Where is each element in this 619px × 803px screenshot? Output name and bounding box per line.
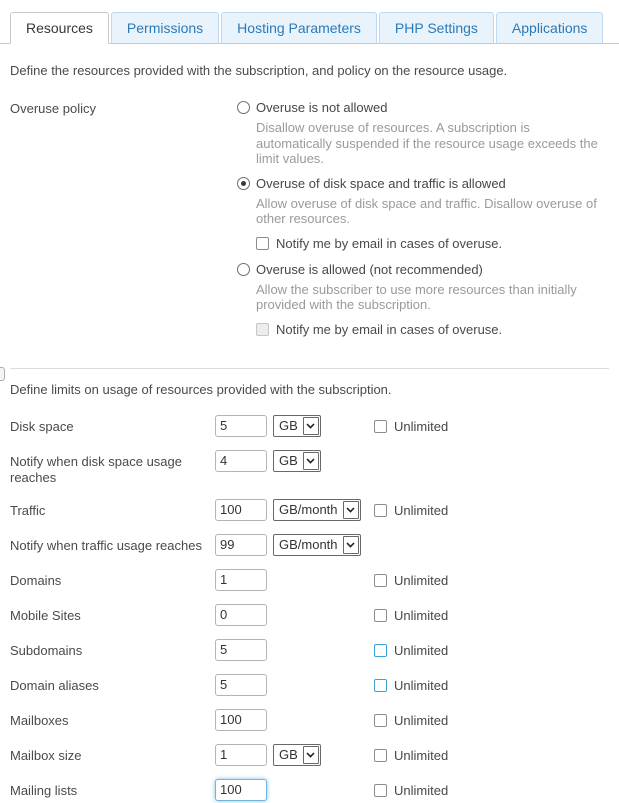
unlimited-label[interactable]: Unlimited (394, 502, 449, 518)
unit-select-value: GB (279, 418, 298, 433)
overuse-option (237, 262, 609, 337)
limit-label: Disk space (10, 418, 74, 434)
limit-label: Mailboxes (10, 712, 69, 728)
unlimited-checkbox[interactable] (374, 749, 387, 762)
notify-checkbox[interactable] (256, 237, 269, 250)
unlimited-checkbox[interactable] (374, 609, 387, 622)
chevron-down-icon (343, 501, 359, 519)
overuse-policy-label: Overuse policy (10, 101, 96, 116)
unlimited-label[interactable]: Unlimited (394, 642, 449, 658)
limit-label: Domains (10, 572, 62, 588)
limit-value-input[interactable] (215, 744, 267, 766)
unit-select-value: GB/month (279, 502, 338, 517)
overuse-option-line[interactable] (237, 176, 609, 191)
tab-label: Hosting Parameters (237, 20, 361, 36)
limit-row (10, 534, 609, 556)
overuse-option-line[interactable] (237, 100, 609, 115)
tab-label: Resources (26, 20, 93, 36)
tab-label: PHP Settings (394, 20, 478, 36)
section-divider (10, 368, 609, 369)
unlimited-option[interactable] (374, 748, 448, 763)
tab-applications[interactable] (496, 12, 604, 43)
unlimited-option[interactable] (374, 503, 448, 518)
limit-value-input[interactable] (215, 604, 267, 626)
overuse-option-line[interactable] (237, 262, 609, 277)
unlimited-label[interactable]: Unlimited (394, 712, 449, 728)
limit-row (10, 639, 609, 661)
limit-row (10, 499, 609, 521)
limit-row (10, 674, 609, 696)
chevron-down-icon (343, 536, 359, 554)
limit-value-input[interactable] (215, 569, 267, 591)
limit-row (10, 604, 609, 626)
chevron-down-icon (303, 746, 319, 764)
unlimited-option[interactable] (374, 713, 448, 728)
limit-label: Mailing lists (10, 782, 78, 798)
overuse-options (237, 100, 609, 348)
unlimited-checkbox[interactable] (374, 420, 387, 433)
notify-checkbox-label[interactable]: Notify me by email in cases of overuse. (276, 235, 503, 251)
radio-button[interactable] (237, 263, 250, 276)
unlimited-checkbox[interactable] (374, 714, 387, 727)
limit-value-input[interactable] (215, 499, 267, 521)
limit-value-input[interactable] (215, 450, 267, 472)
option-help-text: Disallow overuse of resources. A subscription is automatically suspended if the resource usage exceeds the limit values. (256, 120, 598, 166)
notify-row[interactable] (256, 322, 609, 337)
unlimited-option[interactable] (374, 678, 448, 693)
limit-row (10, 709, 609, 731)
tab-permissions[interactable] (111, 12, 219, 43)
tab-php-settings[interactable] (379, 12, 494, 43)
limit-row (10, 569, 609, 591)
resources-tab-content (0, 44, 619, 801)
unit-select[interactable] (273, 534, 361, 556)
unlimited-option[interactable] (374, 643, 448, 658)
option-help-text: Allow the subscriber to use more resources than initially provided with the subscription. (256, 281, 577, 312)
limit-label: Notify when traffic usage reaches (10, 537, 202, 553)
limit-row (10, 415, 609, 437)
section-intro-limits: Define limits on usage of resources provided with the subscription. (10, 381, 392, 397)
overuse-option (237, 100, 609, 167)
radio-button[interactable] (237, 101, 250, 114)
limit-label: Traffic (10, 502, 46, 518)
notify-row[interactable] (256, 236, 609, 251)
chevron-down-icon (303, 417, 319, 435)
unlimited-option[interactable] (374, 573, 448, 588)
option-help-text: Allow overuse of disk space and traffic. Disallow overuse of other resources. (256, 195, 597, 226)
unlimited-checkbox[interactable] (374, 644, 387, 657)
section-intro-resources: Define the resources provided with the subscription, and policy on the resource usage. (10, 63, 508, 78)
tab-label: Permissions (126, 20, 204, 36)
limit-value-input[interactable] (215, 415, 267, 437)
tab-resources[interactable] (10, 12, 109, 44)
limit-label: Mobile Sites (10, 607, 81, 623)
limit-row (10, 744, 609, 766)
overuse-policy-field (10, 100, 609, 348)
unlimited-label[interactable]: Unlimited (394, 572, 449, 588)
limit-value-input[interactable] (215, 779, 267, 801)
unlimited-label[interactable]: Unlimited (394, 747, 449, 763)
unlimited-option[interactable] (374, 608, 448, 623)
unlimited-checkbox[interactable] (374, 679, 387, 692)
limits-list (10, 415, 609, 801)
unlimited-option[interactable] (374, 783, 448, 798)
unlimited-label[interactable]: Unlimited (394, 418, 449, 434)
unit-select[interactable] (273, 744, 321, 766)
tab-bar (0, 0, 619, 44)
unlimited-checkbox[interactable] (374, 574, 387, 587)
limit-value-input[interactable] (215, 639, 267, 661)
clipped-edge-widget (0, 367, 5, 381)
tab-label: Applications (511, 20, 588, 36)
limit-label: Domain aliases (10, 677, 99, 693)
limit-value-input[interactable] (215, 709, 267, 731)
unit-select-value: GB/month (279, 537, 338, 552)
unlimited-label[interactable]: Unlimited (394, 607, 449, 623)
notify-checkbox[interactable] (256, 323, 269, 336)
chevron-down-icon (303, 452, 319, 470)
unlimited-label[interactable]: Unlimited (394, 782, 449, 798)
unit-select-value: GB (279, 453, 298, 468)
limit-label: Subdomains (10, 642, 83, 658)
radio-label[interactable]: Overuse is not allowed (256, 100, 388, 115)
limit-label: Mailbox size (10, 747, 82, 763)
limit-row (10, 779, 609, 801)
unlimited-label[interactable]: Unlimited (394, 677, 449, 693)
radio-label[interactable]: Overuse is allowed (not recommended) (256, 261, 483, 277)
limit-label: Notify when disk space usage reaches (10, 453, 182, 485)
limit-value-input[interactable] (215, 534, 267, 556)
notify-checkbox-label[interactable]: Notify me by email in cases of overuse. (276, 321, 503, 337)
unit-select[interactable] (273, 415, 321, 437)
overuse-option (237, 176, 609, 251)
unlimited-checkbox[interactable] (374, 504, 387, 517)
unlimited-checkbox[interactable] (374, 784, 387, 797)
tab-hosting-parameters[interactable] (221, 12, 377, 43)
unit-select-value: GB (279, 747, 298, 762)
radio-button[interactable] (237, 177, 250, 190)
radio-label[interactable]: Overuse of disk space and traffic is allowed (256, 175, 506, 191)
unit-select[interactable] (273, 499, 361, 521)
limit-row (10, 450, 609, 486)
limit-value-input[interactable] (215, 674, 267, 696)
unit-select[interactable] (273, 450, 321, 472)
unlimited-option[interactable] (374, 419, 448, 434)
